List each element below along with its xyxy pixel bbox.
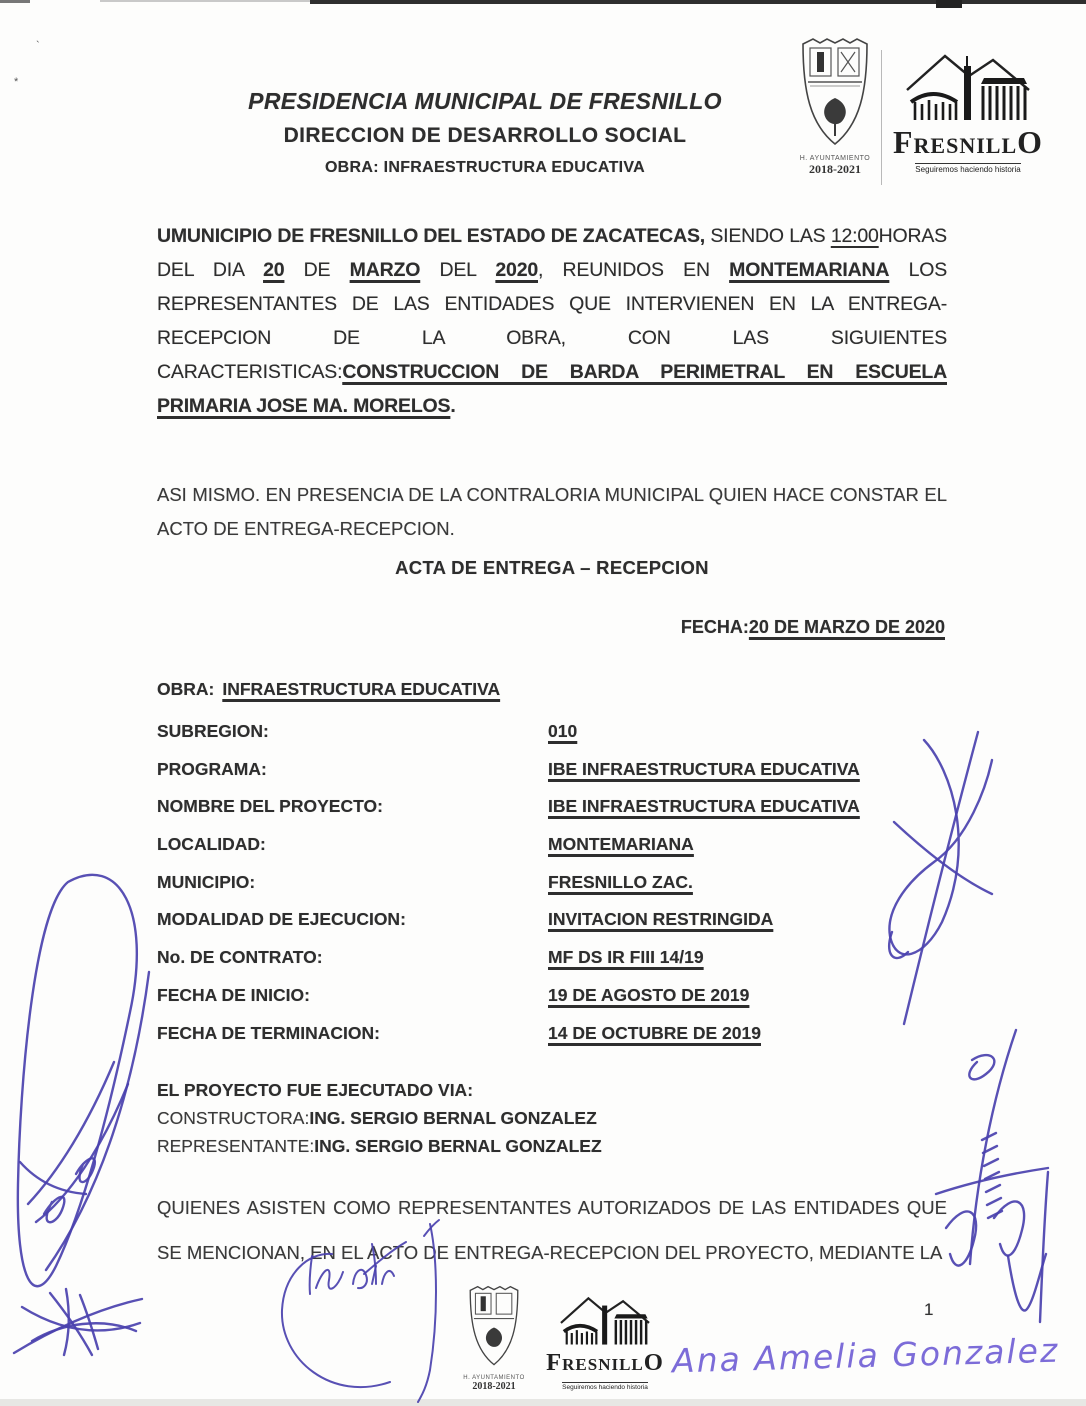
brand-letter-f: F bbox=[546, 1349, 563, 1376]
fecha-value: 20 DE MARZO DE 2020 bbox=[748, 617, 945, 637]
crest-years: 2018-2021 bbox=[809, 162, 861, 176]
document-subtitle: DIRECCION DE DESARROLLO SOCIAL bbox=[283, 124, 687, 147]
project-fields bbox=[157, 679, 947, 1060]
brand-letter-f: F bbox=[893, 125, 914, 160]
field-label: FECHA DE TERMINACION: bbox=[157, 1022, 380, 1043]
field-value: 010 bbox=[548, 721, 578, 741]
scan-artifact-top-mid bbox=[100, 0, 310, 2]
intro-run: 2020 bbox=[495, 259, 538, 281]
brand-tagline: Seguiremos haciendo historia bbox=[915, 164, 1021, 174]
field-value: IBE INFRAESTRUCTURA EDUCATIVA bbox=[548, 758, 860, 779]
fresnillo-monument-icon bbox=[903, 109, 1033, 126]
field-row bbox=[157, 985, 947, 1023]
intro-run: MONTEMARIANA bbox=[729, 259, 890, 281]
fresnillo-monument-icon bbox=[555, 1333, 655, 1350]
field-row bbox=[157, 721, 947, 759]
field-value: 14 DE OCTUBRE DE 2019 bbox=[548, 1022, 761, 1043]
document-title: PRESIDENCIA MUNICIPAL DE FRESNILLO bbox=[248, 88, 722, 114]
field-value: MF DS IR FIII 14/19 bbox=[548, 947, 704, 968]
intro-run: , REUNIDOS EN bbox=[538, 259, 730, 281]
ink-speck: ` bbox=[36, 40, 40, 52]
field-row-obra bbox=[157, 679, 947, 721]
brand-letter-o: O bbox=[643, 1349, 664, 1376]
field-label: OBRA: bbox=[157, 679, 215, 699]
signature-center-stroke bbox=[408, 1218, 453, 1404]
field-label: NOMBRE DEL PROYECTO: bbox=[157, 796, 383, 817]
scan-artifact-bottom bbox=[0, 1399, 1086, 1406]
brand-letter-o: O bbox=[1017, 125, 1043, 160]
footer-municipal-crest bbox=[457, 1284, 531, 1392]
field-value: INFRAESTRUCTURA EDUCATIVA bbox=[222, 679, 501, 699]
crest-years: 2018-2021 bbox=[472, 1381, 516, 1392]
document-obra-line: OBRA: INFRAESTRUCTURA EDUCATIVA bbox=[324, 159, 646, 176]
intro-run: CONSTRUCCION DE BARDA PERIMETRAL EN ESCUELA PRIMARIA JOSE MA. MORELOS bbox=[157, 361, 947, 417]
shield-crest-icon bbox=[468, 1355, 520, 1372]
fecha-line bbox=[157, 617, 945, 638]
brand-mid: RESNILL bbox=[562, 1355, 644, 1374]
scan-artifact-top-right-bump bbox=[936, 0, 962, 8]
intro-run: 20 bbox=[263, 259, 285, 281]
signature-right-upper bbox=[880, 726, 1015, 1031]
field-value: 19 DE AGOSTO DE 2019 bbox=[548, 984, 750, 1005]
field-label: No. DE CONTRATO: bbox=[157, 947, 323, 968]
field-label: SUBREGION: bbox=[157, 721, 269, 741]
brand-mid: RESNILL bbox=[913, 133, 1018, 158]
signature-right-lower bbox=[928, 1022, 1063, 1327]
executed-via-block bbox=[157, 1076, 602, 1160]
closing-paragraph: QUIENES ASISTEN COMO REPRESENTANTES AUTORIZADOS DE LAS ENTIDADES QUE SE MENCIONAN, EN EL ACTO DE ENTREGA-RECEPCION DEL PROYECTO, MEDIANTE LA bbox=[157, 1197, 947, 1263]
constructora-value: ING. SERGIO BERNAL GONZALEZ bbox=[309, 1108, 597, 1128]
intro-run: DE bbox=[284, 259, 350, 281]
logo-divider bbox=[881, 50, 882, 185]
field-row bbox=[157, 796, 947, 834]
representante-label: REPRESENTANTE: bbox=[157, 1136, 315, 1156]
brand-tagline: Seguiremos haciendo historia bbox=[562, 1383, 648, 1391]
intro-run: UMUNICIPIO DE FRESNILLO DEL ESTADO DE ZACATECAS, bbox=[157, 225, 705, 247]
field-label: LOCALIDAD: bbox=[157, 834, 266, 855]
field-row bbox=[157, 834, 947, 872]
field-value: FRESNILLO ZAC. bbox=[548, 871, 693, 892]
field-row bbox=[157, 947, 947, 985]
field-row bbox=[157, 872, 947, 910]
page-number: 1 bbox=[924, 1300, 934, 1319]
constructora-label: CONSTRUCTORA: bbox=[157, 1108, 310, 1128]
intro-run: LOS REPRESENTANTES DE LAS ENTIDADES QUE INTERVIENEN EN LA ENTREGA-RECEPCION DE LA OBRA, CON LAS SIGUIENTES CARACTERISTICAS: bbox=[157, 259, 947, 383]
signature-left-small bbox=[10, 1283, 150, 1361]
intro-run: HORAS DEL DIA bbox=[157, 225, 947, 281]
presence-paragraph: ASI MISMO. EN PRESENCIA DE LA CONTRALORIA MUNICIPAL QUIEN HACE CONSTAR EL ACTO DE ENTREGA-RECEPCION. bbox=[157, 484, 947, 539]
field-label: MODALIDAD DE EJECUCION: bbox=[157, 909, 406, 930]
intro-run: . bbox=[450, 395, 456, 417]
intro-run: MARZO bbox=[349, 259, 421, 281]
handwritten-name: Ana Amelia Gonzalez bbox=[671, 1330, 1060, 1381]
scan-artifact-top-left bbox=[0, 0, 30, 3]
field-row bbox=[157, 909, 947, 947]
field-value: IBE INFRAESTRUCTURA EDUCATIVA bbox=[548, 796, 860, 817]
field-label: PROGRAMA: bbox=[157, 758, 267, 779]
crest-caption: H. AYUNTAMIENTO bbox=[463, 1375, 525, 1381]
representante-value: ING. SERGIO BERNAL GONZALEZ bbox=[314, 1136, 602, 1156]
intro-run: SIENDO LAS bbox=[704, 225, 831, 247]
municipal-crest bbox=[795, 36, 875, 177]
field-label: FECHA DE INICIO: bbox=[157, 984, 310, 1005]
field-value: INVITACION RESTRINGIDA bbox=[548, 909, 774, 930]
fresnillo-logo bbox=[893, 50, 1043, 177]
intro-run: DEL bbox=[420, 259, 496, 281]
executed-heading: EL PROYECTO FUE EJECUTADO VIA: bbox=[157, 1080, 474, 1100]
fecha-label: FECHA: bbox=[680, 617, 749, 637]
intro-paragraph bbox=[157, 219, 947, 423]
field-label: MUNICIPIO: bbox=[157, 871, 256, 892]
field-value: MONTEMARIANA bbox=[548, 834, 694, 855]
footer-fresnillo-logo bbox=[545, 1294, 665, 1394]
signature-center bbox=[272, 1222, 422, 1402]
field-row bbox=[157, 1023, 947, 1061]
field-row bbox=[157, 759, 947, 797]
ink-speck: * bbox=[14, 76, 19, 88]
intro-run: 12:00 bbox=[830, 225, 879, 247]
shield-crest-icon bbox=[800, 135, 870, 152]
acta-title: ACTA DE ENTREGA – RECEPCION bbox=[395, 557, 709, 578]
crest-caption: H. AYUNTAMIENTO bbox=[799, 155, 871, 162]
signature-left-large bbox=[6, 862, 161, 1310]
scan-artifact-top-right bbox=[310, 0, 1086, 4]
